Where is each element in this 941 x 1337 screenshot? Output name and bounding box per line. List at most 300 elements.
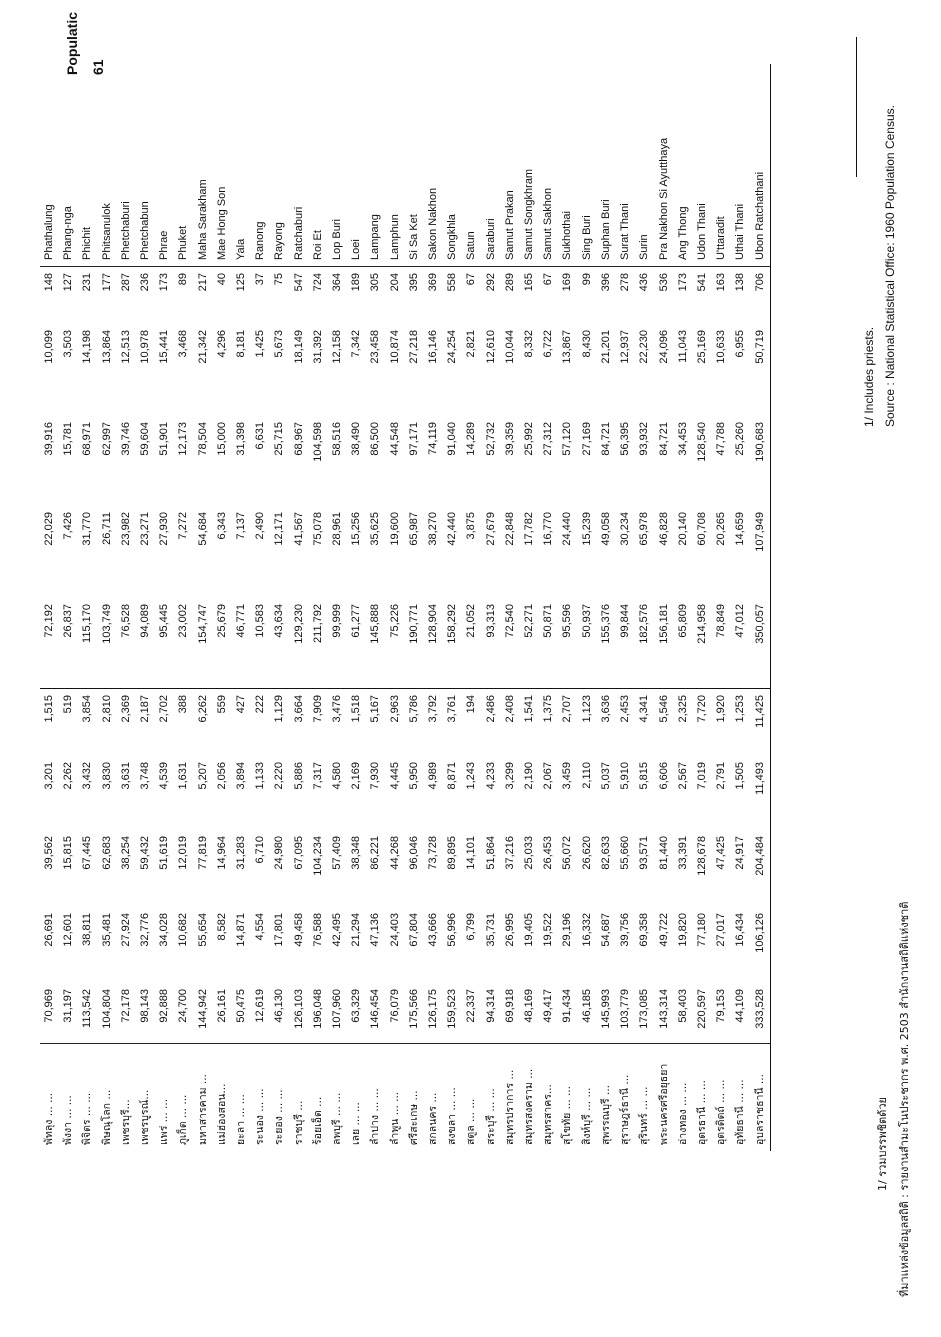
value-cell: 15,000 [215, 422, 228, 456]
value-cell: 2,567 [676, 762, 689, 790]
value-cell: 68,967 [292, 422, 305, 456]
value-cell: 11,493 [751, 756, 771, 830]
value-cell: 23,982 [119, 512, 132, 546]
value-cell: 77,819 [196, 836, 209, 870]
value-cell: 10,583 [254, 604, 267, 638]
table-row [174, 64, 193, 1151]
value-cell: 16,434 [734, 913, 747, 947]
value-cell: 56,395 [619, 422, 632, 456]
province-english-cell: Sing Buri [578, 64, 597, 267]
province-english-cell: Si Sa Ket [405, 64, 424, 267]
value-cell: 99 [580, 273, 593, 286]
value-cell: 14,871 [235, 913, 248, 947]
value-cell: 72,192 [43, 604, 55, 638]
value-cell: 156,181 [657, 604, 670, 644]
value-cell: 8,332 [523, 330, 536, 358]
value-cell: 278 [619, 273, 632, 292]
value-cell: 15,815 [62, 836, 75, 870]
value-cell: 5,673 [273, 330, 286, 358]
value-cell: 2,810 [98, 689, 117, 757]
table-row [386, 64, 405, 1151]
value-cell: 43,634 [273, 604, 286, 638]
value-cell: 2,486 [482, 689, 501, 757]
value-cell: 2,056 [215, 762, 228, 790]
value-cell: 2,963 [386, 689, 405, 757]
value-cell: 63,329 [350, 989, 363, 1023]
value-cell: 1,123 [578, 689, 597, 757]
value-cell: 2,821 [465, 330, 478, 358]
province-thai-cell: สุราษฎร์ธานี ... [616, 1044, 635, 1152]
province-thai-cell: สมุทรปราการ ... [501, 1044, 520, 1152]
value-cell: 38,490 [350, 422, 363, 456]
value-cell: 3,201 [43, 762, 55, 790]
value-cell: 6,262 [194, 689, 213, 757]
province-english-cell: Phathalung [40, 64, 59, 267]
value-cell: 74,119 [427, 422, 440, 455]
province-thai-cell: ลพบุรี ... ... [328, 1044, 347, 1152]
province-thai-cell: ศรีสะเกษ ... [405, 1044, 424, 1152]
value-cell: 12,173 [177, 422, 190, 456]
table-row [405, 64, 424, 1151]
table-row [136, 64, 155, 1151]
value-cell: 388 [174, 689, 193, 757]
value-cell: 23,271 [139, 512, 152, 546]
value-cell: 47,136 [369, 913, 382, 947]
value-cell: 31,197 [62, 989, 75, 1023]
province-thai-cell: อ่างทอง ... ... [674, 1044, 693, 1152]
value-cell: 106,126 [751, 907, 771, 983]
value-cell: 2,453 [616, 689, 635, 757]
value-cell: 33,391 [676, 836, 689, 870]
value-cell: 98,143 [139, 989, 152, 1023]
value-cell: 42,495 [331, 913, 344, 947]
province-thai-cell: ร้อยเอ็ด ... [309, 1044, 328, 1152]
value-cell: 25,715 [273, 422, 286, 456]
value-cell: 56,996 [446, 913, 459, 947]
value-cell: 24,440 [561, 512, 574, 546]
value-cell: 81,440 [657, 836, 670, 870]
province-thai-cell: สุพรรณบุรี ... [597, 1044, 616, 1152]
value-cell: 165 [523, 273, 536, 292]
value-cell: 145,993 [599, 989, 612, 1029]
value-cell: 22,029 [43, 512, 55, 546]
value-cell: 27,924 [119, 913, 132, 947]
value-cell: 222 [251, 689, 270, 757]
value-cell: 84,721 [599, 422, 612, 456]
province-thai-cell: อุดรธานี ... ... [693, 1044, 712, 1152]
province-thai-cell: ราชบุรี ... [290, 1044, 309, 1152]
table-row [309, 64, 328, 1151]
value-cell: 3,476 [328, 689, 347, 757]
value-cell: 7,317 [311, 762, 324, 790]
value-cell: 27,312 [542, 422, 555, 456]
value-cell: 38,270 [427, 512, 440, 546]
value-cell: 67 [465, 273, 478, 286]
value-cell: 44,548 [388, 422, 401, 456]
table-row [501, 64, 520, 1151]
value-cell: 1,518 [347, 689, 366, 757]
value-cell: 52,271 [523, 604, 536, 638]
value-cell: 12,610 [484, 330, 497, 364]
value-cell: 3,664 [290, 689, 309, 757]
value-cell: 5,910 [619, 762, 632, 790]
value-cell: 7,137 [235, 512, 248, 540]
value-cell: 2,169 [350, 762, 363, 790]
value-cell: 125 [235, 273, 248, 292]
value-cell: 50,871 [542, 604, 555, 638]
table-row [40, 64, 59, 1151]
value-cell: 1,920 [712, 689, 731, 757]
province-thai-cell: ลำพูน ... ... [386, 1044, 405, 1152]
value-cell: 6,710 [254, 836, 267, 864]
value-cell: 18,149 [292, 330, 305, 364]
value-cell: 26,711 [100, 512, 113, 545]
value-cell: 4,296 [215, 330, 228, 358]
thai-footnote: 1/ รวมบรรพชิตด้วย [876, 1097, 889, 1191]
value-cell: 8,582 [215, 913, 228, 941]
province-thai-cell: สงขลา ... ... [443, 1044, 462, 1152]
value-cell: 396 [599, 273, 612, 292]
value-cell: 3,792 [424, 689, 443, 757]
value-cell: 173 [158, 273, 171, 292]
value-cell: 7,909 [309, 689, 328, 757]
value-cell: 3,761 [443, 689, 462, 757]
value-cell: 47,012 [734, 604, 747, 638]
value-cell: 27,017 [715, 913, 728, 947]
value-cell: 32,776 [139, 913, 152, 947]
value-cell: 13,867 [561, 330, 574, 364]
value-cell: 50,937 [580, 604, 593, 638]
province-thai-cell: แพร่ ... ... [155, 1044, 174, 1152]
value-cell: 31,398 [235, 422, 248, 456]
value-cell: 4,445 [388, 762, 401, 790]
value-cell: 75,226 [388, 604, 401, 638]
value-cell: 27,679 [484, 512, 497, 546]
value-cell: 22,230 [638, 330, 651, 364]
value-cell: 75 [273, 273, 286, 286]
value-cell: 2,325 [674, 689, 693, 757]
table-row [251, 64, 270, 1151]
footnote-rule [856, 37, 857, 177]
province-thai-cell: เพชรบุรี... [117, 1044, 136, 1152]
value-cell: 1,129 [270, 689, 289, 757]
province-thai-cell: พิษณุโลก ... [98, 1044, 117, 1152]
value-cell: 11,043 [676, 330, 689, 363]
value-cell: 49,058 [599, 512, 612, 546]
province-english-cell: Phetchaburi [117, 64, 136, 267]
value-cell: 16,146 [427, 330, 440, 364]
value-cell: 49,722 [657, 913, 670, 947]
value-cell: 58,403 [676, 989, 689, 1023]
value-cell: 1,375 [539, 689, 558, 757]
value-cell: 86,500 [369, 422, 382, 456]
value-cell: 16,770 [542, 512, 555, 546]
province-thai-cell: เลย ... ... [347, 1044, 366, 1152]
province-thai-cell: ระยอง ... ... [270, 1044, 289, 1152]
value-cell: 10,099 [43, 330, 55, 364]
value-cell: 1,631 [177, 762, 190, 790]
value-cell: 30,234 [619, 512, 632, 546]
value-cell: 22,337 [465, 989, 478, 1023]
value-cell: 3,854 [78, 689, 97, 757]
value-cell: 5,546 [655, 689, 674, 757]
value-cell: 7,019 [695, 762, 708, 790]
table-row [155, 64, 174, 1151]
value-cell: 190,771 [407, 604, 420, 644]
value-cell: 10,874 [388, 330, 401, 364]
value-cell: 31,283 [235, 836, 248, 870]
value-cell: 73,728 [427, 836, 440, 870]
value-cell: 48,169 [523, 989, 536, 1023]
value-cell: 23,458 [369, 330, 382, 364]
province-thai-cell: สุรินทร์ ... ... [635, 1044, 654, 1152]
value-cell: 145,888 [369, 604, 382, 644]
value-cell: 8,871 [446, 762, 459, 790]
value-cell: 14,964 [215, 836, 228, 870]
province-thai-cell: เพชรบูรณ์... [136, 1044, 155, 1152]
province-english-cell: Lop Buri [328, 64, 347, 267]
value-cell: 173 [676, 273, 689, 292]
value-cell: 154,747 [196, 604, 209, 644]
value-cell: 2,791 [715, 762, 728, 790]
table-row [539, 64, 558, 1151]
source-note: Source : National Statistical Office: 1960 Population Census. [883, 105, 897, 427]
value-cell: 163 [715, 273, 728, 292]
value-cell: 1,541 [520, 689, 539, 757]
value-cell: 231 [81, 273, 94, 292]
value-cell: 305 [369, 273, 382, 292]
value-cell: 26,453 [542, 836, 555, 870]
province-english-cell: Phuket [174, 64, 193, 267]
value-cell: 214,958 [695, 604, 708, 644]
value-cell: 35,625 [369, 512, 382, 546]
value-cell: 23,002 [177, 604, 190, 638]
value-cell: 51,864 [484, 836, 497, 870]
value-cell: 76,528 [119, 604, 132, 638]
province-thai-cell: สิงห์บุรี ... ... [578, 1044, 597, 1152]
value-cell: 6,343 [215, 512, 228, 540]
value-cell: 5,207 [196, 762, 209, 790]
value-cell: 128,540 [695, 422, 708, 462]
province-english-cell: Sukhothai [558, 64, 577, 267]
province-english-cell: Uthai Thani [731, 64, 750, 267]
value-cell: 61,277 [350, 604, 363, 638]
value-cell: 333,528 [751, 983, 771, 1044]
value-cell: 47,425 [715, 836, 728, 870]
value-cell: 5,950 [407, 762, 420, 790]
province-english-cell: Roi Et [309, 64, 328, 267]
table-row [78, 64, 97, 1151]
value-cell: 3,748 [139, 762, 152, 790]
value-cell: 39,562 [43, 836, 55, 870]
value-cell: 44,109 [734, 989, 747, 1023]
value-cell: 204 [388, 273, 401, 292]
table-row [462, 64, 481, 1151]
value-cell: 107,949 [751, 506, 771, 598]
value-cell: 99,999 [331, 604, 344, 638]
value-cell: 17,801 [273, 913, 286, 947]
value-cell: 24,980 [273, 836, 286, 870]
value-cell: 14,659 [734, 512, 747, 546]
value-cell: 25,169 [695, 330, 708, 364]
province-thai-cell: พังงา ... ... [59, 1044, 78, 1152]
value-cell: 76,588 [311, 913, 324, 947]
value-cell: 12,171 [273, 512, 286, 546]
value-cell: 27,169 [580, 422, 593, 456]
value-cell: 19,405 [523, 913, 536, 947]
value-cell: 72,540 [503, 604, 516, 638]
value-cell: 75,078 [311, 512, 324, 546]
value-cell: 67,445 [81, 836, 94, 870]
value-cell: 5,786 [405, 689, 424, 757]
value-cell: 5,167 [366, 689, 385, 757]
value-cell: 26,620 [580, 836, 593, 870]
value-cell: 39,746 [119, 422, 132, 456]
value-cell: 95,445 [158, 604, 171, 638]
value-cell: 177 [100, 273, 113, 292]
value-cell: 46,185 [580, 989, 593, 1023]
value-cell: 3,636 [597, 689, 616, 757]
value-cell: 10,978 [139, 330, 152, 364]
value-cell: 38,254 [119, 836, 132, 870]
value-cell: 89 [177, 273, 190, 286]
value-cell: 128,904 [427, 604, 440, 644]
value-cell: 436 [638, 273, 651, 292]
value-cell: 7,930 [369, 762, 382, 790]
table-row [558, 64, 577, 1151]
value-cell: 37,216 [503, 836, 516, 870]
province-english-cell: Saraburi [482, 64, 501, 267]
value-cell: 292 [484, 273, 497, 292]
province-english-cell: Ang Thong [674, 64, 693, 267]
value-cell: 78,849 [715, 604, 728, 638]
table-row [482, 64, 501, 1151]
value-cell: 49,417 [542, 989, 555, 1023]
value-cell: 104,234 [311, 836, 324, 876]
value-cell: 10,682 [177, 913, 190, 947]
value-cell: 22,848 [503, 512, 516, 546]
value-cell: 369 [427, 273, 440, 292]
province-english-cell: Pra Nakhon Si Ayutthaya [655, 64, 674, 267]
province-english-cell: Ranong [251, 64, 270, 267]
value-cell: 24,403 [388, 913, 401, 947]
value-cell: 89,895 [446, 836, 459, 870]
value-cell: 31,392 [311, 330, 324, 364]
value-cell: 127 [62, 273, 75, 292]
value-cell: 211,792 [311, 604, 324, 643]
province-english-cell: Lamphun [386, 64, 405, 267]
table-row [117, 64, 136, 1151]
value-cell: 1,243 [465, 762, 478, 790]
value-cell: 3,875 [465, 512, 478, 540]
province-english-cell: Suphan Buri [597, 64, 616, 267]
table-row [693, 64, 712, 1151]
value-cell: 67 [542, 273, 555, 286]
value-cell: 158,292 [446, 604, 459, 644]
value-cell: 1,253 [731, 689, 750, 757]
value-cell: 2,408 [501, 689, 520, 757]
province-english-cell: Loei [347, 64, 366, 267]
value-cell: 155,376 [599, 604, 612, 644]
table-row [213, 64, 232, 1151]
value-cell: 236 [139, 273, 152, 292]
province-thai-cell: สมุทรสงคราม ... [520, 1044, 539, 1152]
value-cell: 49,458 [292, 913, 305, 947]
value-cell: 3,468 [177, 330, 190, 358]
value-cell: 2,490 [254, 512, 267, 540]
value-cell: 27,218 [407, 330, 420, 364]
province-thai-cell: แม่ฮ่องสอน... [213, 1044, 232, 1152]
value-cell: 44,268 [388, 836, 401, 870]
value-cell: 50,475 [235, 989, 248, 1023]
table-row [270, 64, 289, 1151]
table-row [578, 64, 597, 1151]
value-cell: 46,828 [657, 512, 670, 546]
value-cell: 19,820 [676, 913, 689, 947]
table-row [232, 64, 251, 1151]
province-thai-cell: พิจิตร ... ... [78, 1044, 97, 1152]
value-cell: 21,201 [599, 330, 612, 364]
province-english-cell: Ubon Ratchathani [751, 64, 771, 267]
value-cell: 558 [446, 273, 459, 292]
value-cell: 92,888 [158, 989, 171, 1023]
value-cell: 56,072 [561, 836, 574, 870]
value-cell: 169 [561, 273, 574, 292]
value-cell: 94,089 [139, 604, 152, 638]
value-cell: 19,522 [542, 913, 555, 947]
value-cell: 14,289 [465, 422, 478, 456]
value-cell: 12,601 [62, 913, 75, 947]
value-cell: 2,067 [542, 762, 555, 790]
value-cell: 77,180 [695, 913, 708, 947]
value-cell: 93,571 [638, 836, 651, 870]
value-cell: 12,019 [177, 836, 190, 870]
province-english-cell: Phrae [155, 64, 174, 267]
value-cell: 24,917 [734, 836, 747, 870]
value-cell: 559 [213, 689, 232, 757]
value-cell: 4,539 [158, 762, 171, 790]
value-cell: 547 [292, 273, 305, 292]
value-cell: 42,440 [446, 512, 459, 546]
value-cell: 94,314 [484, 989, 497, 1023]
province-english-cell: Udon Thani [693, 64, 712, 267]
value-cell: 6,799 [465, 913, 478, 941]
value-cell: 35,481 [100, 913, 113, 947]
value-cell: 50,719 [751, 324, 771, 416]
province-thai-cell: พัทลุง ... ... [40, 1044, 59, 1152]
value-cell: 2,187 [136, 689, 155, 757]
value-cell: 189 [350, 273, 363, 292]
value-cell: 43,666 [427, 913, 440, 947]
province-english-cell: Yala [232, 64, 251, 267]
province-thai-cell: อุตรดิตถ์ ... ... [712, 1044, 731, 1152]
province-english-cell: Surat Thani [616, 64, 635, 267]
value-cell: 1,425 [254, 330, 267, 358]
value-cell: 2,707 [558, 689, 577, 757]
value-cell: 65,978 [638, 512, 651, 546]
value-cell: 6,631 [254, 422, 267, 450]
value-cell: 57,409 [331, 836, 344, 870]
value-cell: 76,079 [388, 989, 401, 1023]
value-cell: 5,815 [638, 762, 651, 790]
value-cell: 20,265 [715, 512, 728, 546]
value-cell: 93,313 [484, 604, 497, 638]
value-cell: 4,554 [254, 913, 267, 941]
value-cell: 2,190 [523, 762, 536, 790]
province-english-cell: Ratchaburi [290, 64, 309, 267]
value-cell: 79,153 [715, 989, 728, 1023]
value-cell: 34,453 [676, 422, 689, 456]
